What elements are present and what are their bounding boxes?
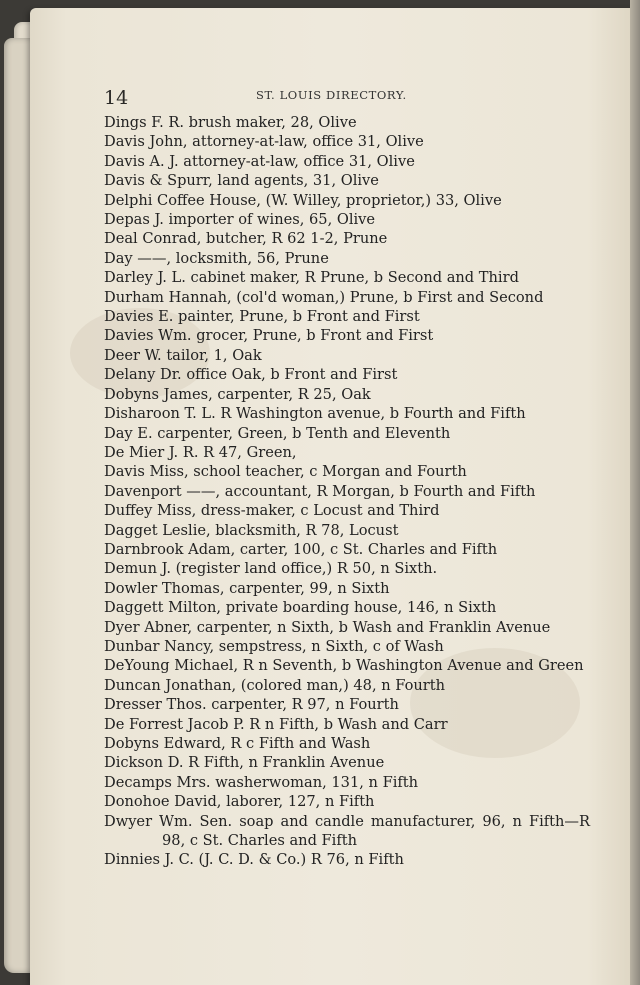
directory-entry: Davis Miss, school teacher, c Morgan and Fourth [104,463,467,481]
directory-entry: Davies E. painter, Prune, b Front and First [104,308,420,326]
directory-entry: Deer W. tailor, 1, Oak [104,346,262,364]
directory-entry: De Forrest Jacob P. R n Fifth, b Wash and Carr [104,715,448,733]
directory-entry: Dickson D. R Fifth, n Franklin Avenue [104,754,385,772]
directory-entry: Disharoon T. L. R Washington avenue, b Fourth and Fifth [104,405,526,423]
directory-entry: Day E. carpenter, Green, b Tenth and Eleventh [104,424,451,442]
page-header [104,84,604,110]
directory-entry: Dings F. R. brush maker, 28, Olive [104,114,357,131]
book-spine-shadow [630,0,640,985]
directory-entry: Davenport ——, accountant, R Morgan, b Fourth and Fifth [104,482,536,500]
directory-entry: Deal Conrad, butcher, R 62 1-2, Prune [104,230,388,248]
directory-entry: DeYoung Michael, R n Seventh, b Washington Avenue and Green [104,657,584,675]
directory-entry: Delany Dr. office Oak, b Front and First [104,366,398,384]
directory-entry: Darnbrook Adam, carter, 100, c St. Charles and Fifth [104,540,498,558]
directory-entries [104,113,590,870]
directory-entry: Duffey Miss, dress-maker, c Locust and Third [104,502,440,520]
directory-entry: Duncan Jonathan, (colored man,) 48, n Fourth [104,676,446,694]
directory-entry: Daggett Milton, private boarding house, 146, n Sixth [104,599,497,617]
directory-entry: Davis & Spurr, land agents, 31, Olive [104,172,379,190]
directory-entry: Dinnies J. C. (J. C. D. & Co.) R 76, n Fifth [104,851,404,869]
directory-entry: Dwyer Wm. Sen. soap and candle manufacturer, 96, n Fifth—R 98, c St. Charles and Fifth [104,812,590,850]
directory-entry: Dobyns James, carpenter, R 25, Oak [104,385,371,403]
directory-entry: Day ——, locksmith, 56, Prune [104,249,329,267]
directory-entry: Decamps Mrs. washerwoman, 131, n Fifth [104,773,419,791]
page-number: 14 [104,87,129,109]
running-head: ST. LOUIS DIRECTORY. [256,88,407,102]
directory-entry: Dobyns Edward, R c Fifth and Wash [104,735,371,752]
directory-entry: Davis John, attorney-at-law, office 31, Olive [104,133,424,151]
directory-entry: Dresser Thos. carpenter, R 97, n Fourth [104,696,399,714]
directory-entry: Demun J. (register land office,) R 50, n Sixth. [104,560,438,578]
directory-entry: Darley J. L. cabinet maker, R Prune, b Second and Third [104,269,519,287]
directory-entry: Dyer Abner, carpenter, n Sixth, b Wash and Franklin Avenue [104,618,551,636]
directory-entry: Delphi Coffee House, (W. Willey, proprietor,) 33, Olive [104,191,502,209]
directory-entry: Davies Wm. grocer, Prune, b Front and First [104,327,434,345]
directory-entry: Depas J. importer of wines, 65, Olive [104,211,376,229]
directory-entry: De Mier J. R. R 47, Green, [104,443,297,461]
directory-entry: Dowler Thomas, carpenter, 99, n Sixth [104,579,390,597]
directory-entry: Davis A. J. attorney-at-law, office 31, Olive [104,152,415,170]
directory-entry: Durham Hannah, (col'd woman,) Prune, b First and Second [104,288,544,306]
directory-entry: Dunbar Nancy, sempstress, n Sixth, c of Wash [104,637,444,655]
directory-entry: Dagget Leslie, blacksmith, R 78, Locust [104,521,399,539]
directory-entry: Donohoe David, laborer, 127, n Fifth [104,793,375,811]
